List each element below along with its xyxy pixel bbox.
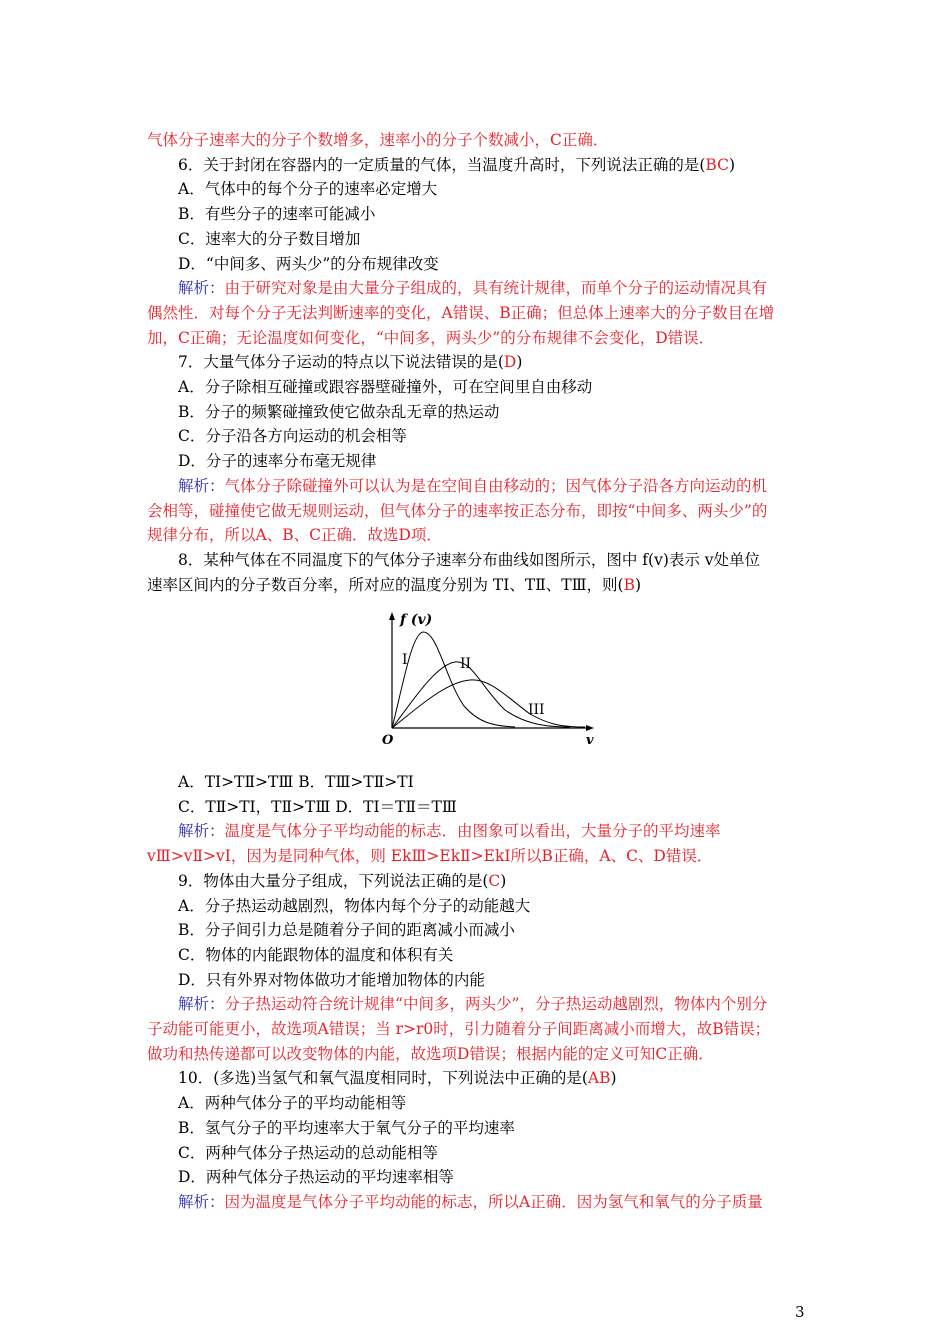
- answer-text: 子动能可能更小，故选项A错误；当 r>r0时，引力随着分子间距离减小而增大，故B错误；: [147, 1020, 771, 1038]
- text-line-q9d: [178, 969, 485, 991]
- question-text: C．速率大的分子数目增加: [178, 229, 361, 248]
- text-line-q9: [178, 870, 506, 892]
- question-text: B．分子间引力总是随着分子间的距离减小而减小: [178, 921, 515, 940]
- text-line-q7: [178, 351, 522, 373]
- text-line-a9a: [178, 993, 767, 1015]
- question-text: 8．某种气体在不同温度下的气体分子速率分布曲线如图所示，图中 f(v)表示 v处单位: [178, 550, 761, 569]
- analysis-label: 解析：: [178, 476, 225, 495]
- text-line-q7d: [178, 450, 376, 472]
- y-axis-label: f (v): [400, 612, 433, 628]
- analysis-label: 解析：: [178, 822, 225, 841]
- question-text: 7．大量气体分子运动的特点以下说法错误的是(: [178, 353, 504, 372]
- text-line-a7c: [147, 524, 442, 546]
- text-line-a6b: [147, 302, 774, 324]
- text-line-a7b: [147, 500, 767, 522]
- answer-text: C: [488, 871, 501, 890]
- text-line-a10a: [178, 1191, 763, 1213]
- text-line-q10: [178, 1067, 617, 1089]
- answer-text: 会相等，碰撞使它做无规则运动，但气体分子的速率按正态分布，即按“中间多、两头少”的: [147, 501, 768, 520]
- answer-text: 气体分子除碰撞外可以认为是在空间自由移动的；因气体分子沿各方向运动的机: [224, 476, 768, 495]
- question-text: D．两种气体分子热运动的平均速率相等: [178, 1168, 454, 1187]
- question-text: C．物体的内能跟物体的温度和体积有关: [178, 945, 454, 964]
- text-line-q9b: [178, 919, 515, 941]
- text-line-q7c: [178, 425, 407, 447]
- answer-text: 做功和热传递都可以改变物体的内能，故选项D错误；根据内能的定义可知C正确．: [147, 1044, 714, 1063]
- analysis-label: 解析：: [178, 995, 225, 1014]
- curve-II: [392, 662, 570, 728]
- question-text: B．有些分子的速率可能减小: [178, 205, 376, 224]
- text-line-q10a: [178, 1092, 406, 1114]
- text-line-q7a: [178, 376, 592, 398]
- question-text: C．分子沿各方向运动的机会相等: [178, 427, 407, 446]
- question-text: A．两种气体分子的平均动能相等: [178, 1094, 407, 1113]
- question-text: ): [728, 155, 736, 174]
- text-line-q9a: [178, 895, 530, 917]
- question-text: A．分子除相互碰撞或跟容器壁碰撞外，可在空间里自由移动: [178, 378, 593, 396]
- analysis-label: 解析：: [178, 1192, 225, 1211]
- curve-III: [392, 680, 585, 728]
- text-line-q9c: [178, 944, 453, 966]
- answer-text: 分子热运动符合统计规律“中间多，两头少”，分子热运动越剧烈，物体内个别分: [224, 995, 768, 1014]
- answer-text: 气体分子速率大的分子个数增多，速率小的分子个数减小，C正确．: [147, 131, 609, 149]
- page-number: 3: [795, 1303, 805, 1321]
- question-text: D．“中间多、两头少”的分布规律改变: [178, 254, 439, 273]
- text-line-q8o1: [178, 771, 414, 793]
- text-line-a9c: [147, 1043, 714, 1065]
- question-text: D．只有外界对物体做功才能增加物体的内能: [178, 970, 485, 989]
- text-line-l0: [147, 129, 608, 151]
- text-line-a6a: [178, 277, 767, 299]
- text-line-a8b: [147, 845, 712, 867]
- text-line-q7b: [178, 401, 499, 423]
- answer-text: 因为温度是气体分子平均动能的标志，所以A正确．因为氢气和氧气的分子质量: [224, 1192, 763, 1211]
- answer-text: 规律分布，所以A、B、C正确．故选D项．: [147, 526, 442, 545]
- text-line-q8b: [147, 574, 641, 596]
- text-line-a7a: [178, 475, 767, 497]
- y-axis-arrow: [389, 612, 395, 620]
- question-text: ): [500, 871, 507, 890]
- velocity-distribution-figure: [380, 610, 600, 750]
- question-text: D．分子的速率分布毫无规律: [178, 452, 377, 471]
- answer-text: 加，C正确；无论温度如何变化，“中间多，两头少”的分布规律不会变化，D错误．: [147, 328, 715, 347]
- question-text: C．两种气体分子热运动的总动能相等: [178, 1143, 438, 1162]
- answer-text: D: [503, 353, 517, 372]
- text-line-a8a: [178, 820, 721, 842]
- text-line-q6b: [178, 203, 375, 225]
- text-line-q10d: [178, 1166, 454, 1188]
- question-text: A．分子热运动越剧烈，物体内每个分子的动能越大: [178, 896, 531, 915]
- curve-label-II: II: [460, 656, 472, 672]
- text-line-q6a: [178, 178, 437, 200]
- question-text: ): [610, 1069, 617, 1088]
- question-text: ): [516, 353, 523, 372]
- text-line-q6: [178, 154, 735, 176]
- answer-text: AB: [587, 1069, 611, 1088]
- curve-label-I: I: [402, 652, 408, 668]
- answer-text: 由于研究对象是由大量分子组成的，具有统计规律，而单个分子的运动情况具有: [224, 279, 768, 298]
- curve-label-III: III: [528, 702, 545, 718]
- question-text: 速率区间内的分子数百分率，所对应的温度分别为 TⅠ、TⅡ、TⅢ，则(: [147, 575, 624, 594]
- text-line-a9b: [147, 1018, 770, 1040]
- x-axis-label: v: [586, 733, 594, 748]
- question-text: A．TⅠ>TⅡ>TⅢ B．TⅢ>TⅡ>TⅠ: [178, 773, 414, 791]
- text-line-q10b: [178, 1117, 515, 1139]
- origin-label: O: [382, 733, 394, 748]
- answer-text: 温度是气体分子平均动能的标志．由图象可以看出，大量分子的平均速率: [224, 822, 721, 841]
- question-text: C．TⅡ>TⅠ，TⅡ>TⅢ D．TⅠ＝TⅡ＝TⅢ: [178, 797, 457, 816]
- answer-text: BC: [705, 155, 729, 174]
- analysis-label: 解析：: [178, 279, 225, 298]
- question-text: B．氢气分子的平均速率大于氧气分子的平均速率: [178, 1118, 515, 1137]
- x-axis-arrow: [586, 725, 594, 731]
- question-text: 6．关于封闭在容器内的一定质量的气体，当温度升高时，下列说法正确的是(: [178, 155, 706, 174]
- question-text: ): [635, 575, 642, 594]
- answer-text: 偶然性．对每个分子无法判断速率的变化，A错误、B正确；但总体上速率大的分子数目在增: [147, 303, 775, 322]
- text-line-q6d: [178, 253, 439, 275]
- question-text: B．分子的频繁碰撞致使它做杂乱无章的热运动: [178, 402, 500, 421]
- question-text: 9．物体由大量分子组成，下列说法正确的是(: [178, 871, 489, 890]
- text-line-a6c: [147, 327, 714, 349]
- question-text: A．气体中的每个分子的速率必定增大: [178, 180, 438, 199]
- answer-text: vⅢ>vⅡ>vⅠ，因为是同种气体，则 EkⅢ>EkⅡ>EkⅠ所以B正确，A、C、D错误．: [147, 847, 713, 866]
- text-line-q8o2: [178, 796, 457, 818]
- answer-text: B: [623, 575, 635, 594]
- text-line-q6c: [178, 228, 360, 250]
- question-text: 10．(多选)当氢气和氧气温度相同时，下列说法中正确的是(: [178, 1069, 588, 1088]
- text-line-q10c: [178, 1142, 438, 1164]
- text-line-q8a: [178, 549, 760, 571]
